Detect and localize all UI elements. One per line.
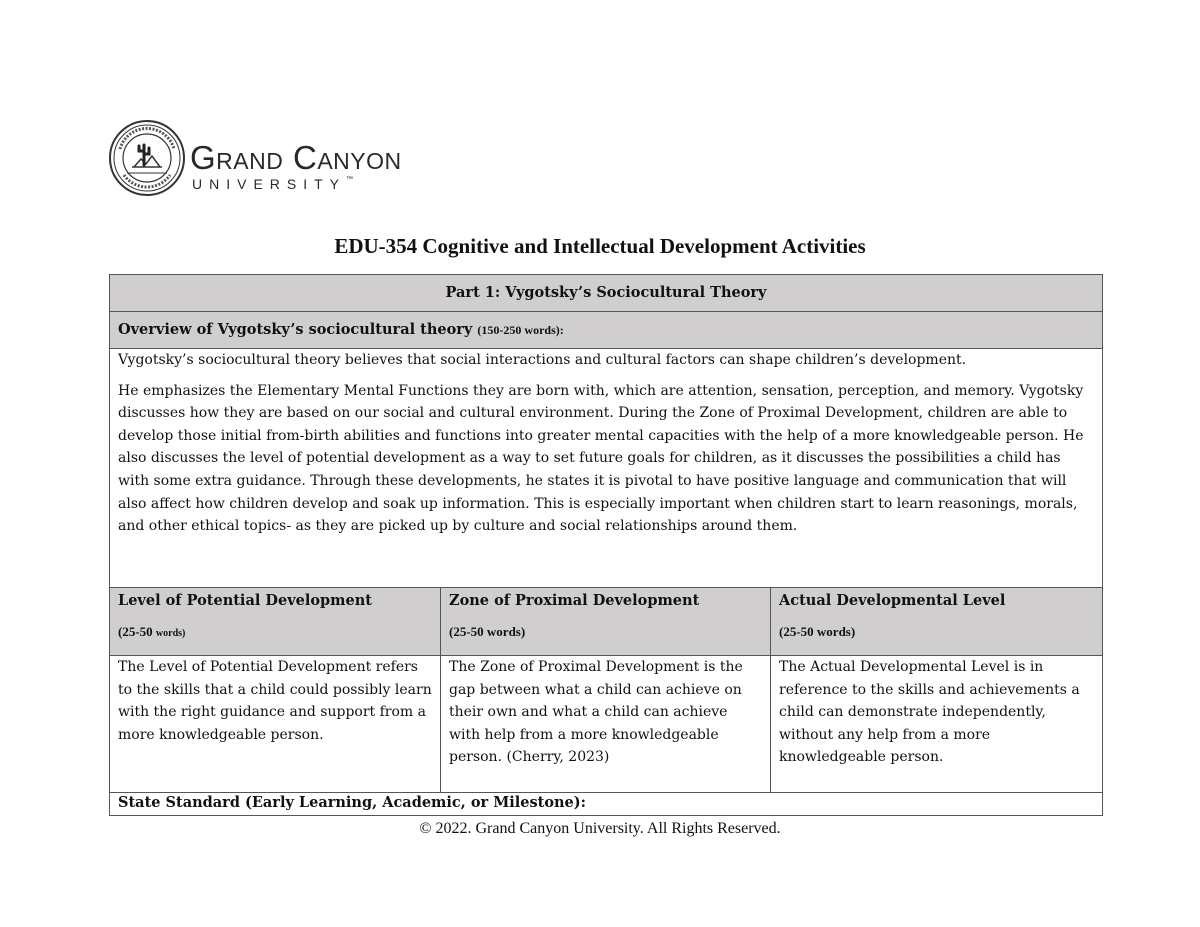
university-seal-icon [108, 119, 186, 197]
overview-word-count: (150-250 words): [477, 322, 564, 337]
state-standard-label: State Standard (Early Learning, Academic, or Milestone): [110, 793, 1103, 816]
overview-header [110, 312, 1103, 349]
overview-paragraph-2: He emphasizes the Elementary Mental Functions they are born with, which are attention, sensation, perception, and memory. Vygotsky discusses how they are based on our social and cultural environment. During the Zone of Proximal Development, children are able to develop those initial from-birth abilities and functions into greater mental capacities with the help of a more knowledgeable person. He also discusses the level of potential development as a way to set future goals for children, as it discusses the possibilities a child has with some extra guidance. Through these developments, he states it is pivotal to have positive language and communication that will also affect how children develop and soak up information. This is especially important when children start to learn reasonings, morals, and other ethical topics- as they are picked up by culture and social relationships around them. [118, 382, 1084, 535]
proximal-development-cell[interactable]: The Zone of Proximal Development is the gap between what a child can achieve on their own and what a child can achieve with help from a more knowledgeable person. (Cherry, 2023) [441, 656, 771, 793]
actual-development-cell[interactable]: The Actual Developmental Level is in reference to the skills and achievements a child can demonstrate independently, without any help from a more knowledgeable person. [771, 656, 1103, 793]
column-header-potential: Level of Potential Development (25-50 words) [110, 588, 441, 656]
column-header-proximal: Zone of Proximal Development (25-50 words) [441, 588, 771, 656]
potential-development-cell[interactable]: The Level of Potential Development refers to the skills that a child could possibly learn with the right guidance and support from a more knowledgeable person. [110, 656, 441, 793]
university-wordmark [190, 141, 402, 192]
overview-text-cell[interactable] [110, 349, 1103, 588]
document-title: EDU-354 Cognitive and Intellectual Development Activities [334, 234, 866, 258]
overview-paragraph-1: Vygotsky’s sociocultural theory believes that social interactions and cultural factors can shape children’s development. [118, 352, 967, 368]
copyright-footer: © 2022. Grand Canyon University. All Rights Reserved. [419, 820, 781, 837]
part-header: Part 1: Vygotsky’s Sociocultural Theory [110, 275, 1103, 312]
university-logo [108, 119, 453, 199]
activity-table [109, 274, 1103, 816]
wordmark-university: UNIVERSITY™ [192, 176, 354, 192]
column-header-actual: Actual Developmental Level (25-50 words) [771, 588, 1103, 656]
overview-label: Overview of Vygotsky’s sociocultural theory [118, 320, 473, 338]
wordmark-name: Grand Canyon [190, 139, 402, 176]
